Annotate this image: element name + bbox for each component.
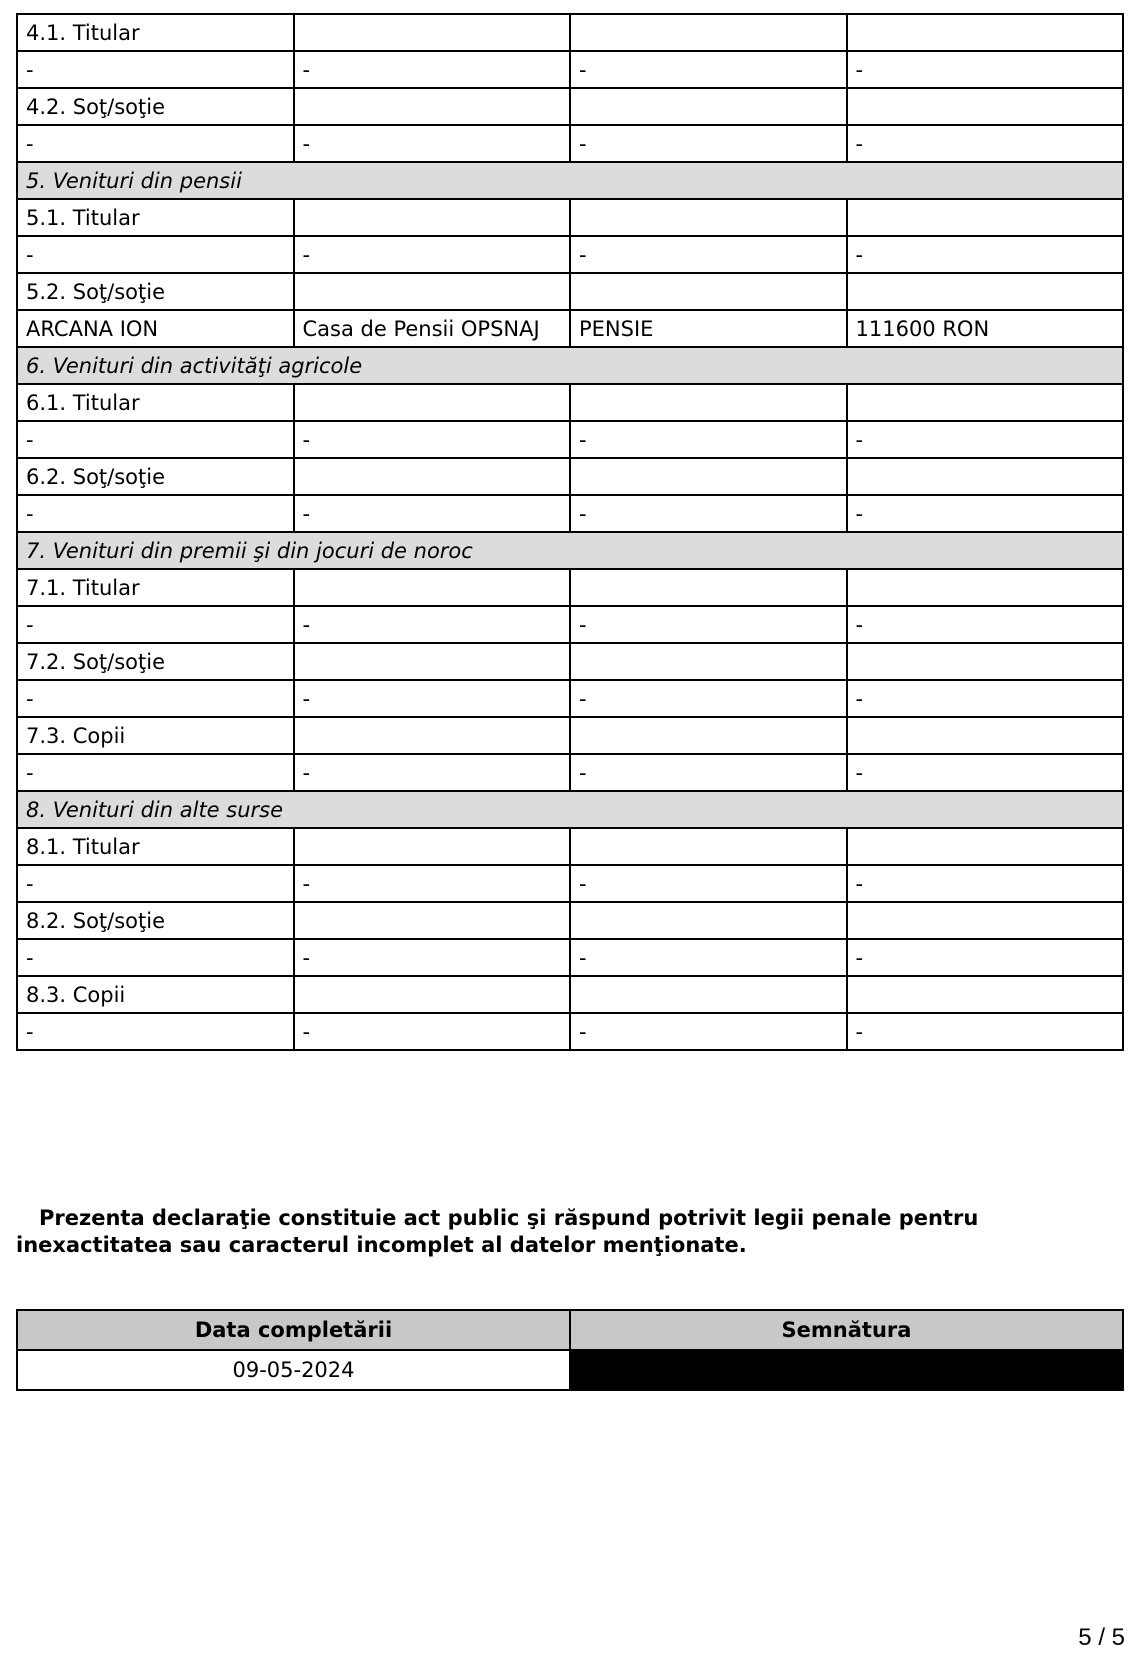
empty-cell: [294, 976, 571, 1013]
subsection-label-row: [17, 273, 1123, 310]
subsection-label-row: [17, 976, 1123, 1013]
section-title: 7. Venituri din premii şi din jocuri de noroc: [17, 532, 1123, 569]
empty-cell: [294, 717, 571, 754]
empty-cell: [847, 717, 1124, 754]
date-header: Data completării: [17, 1310, 570, 1350]
table-cell: -: [570, 606, 847, 643]
table-cell: -: [570, 125, 847, 162]
subsection-label: 7.1. Titular: [17, 569, 294, 606]
table-row: [17, 865, 1123, 902]
table-row: [17, 310, 1123, 347]
subsection-label: 8.2. Soţ/soţie: [17, 902, 294, 939]
table-cell: -: [17, 754, 294, 791]
table-cell: -: [17, 606, 294, 643]
empty-cell: [847, 458, 1124, 495]
table-row: [17, 680, 1123, 717]
subsection-label-row: [17, 384, 1123, 421]
table-cell: -: [294, 680, 571, 717]
table-cell: -: [570, 236, 847, 273]
empty-cell: [570, 273, 847, 310]
section-header-row: [17, 162, 1123, 199]
table-cell: -: [570, 754, 847, 791]
empty-cell: [570, 88, 847, 125]
table-row: [17, 754, 1123, 791]
empty-cell: [847, 199, 1124, 236]
empty-cell: [570, 199, 847, 236]
table-cell: -: [17, 236, 294, 273]
table-cell: -: [17, 125, 294, 162]
subsection-label: 7.2. Soţ/soţie: [17, 643, 294, 680]
income-table: [16, 13, 1124, 1051]
empty-cell: [847, 569, 1124, 606]
table-cell: -: [17, 865, 294, 902]
table-cell: -: [17, 680, 294, 717]
empty-cell: [847, 976, 1124, 1013]
table-cell: ARCANA ION: [17, 310, 294, 347]
redacted-signature: [570, 1350, 1123, 1390]
empty-cell: [570, 976, 847, 1013]
section-title: 8. Venituri din alte surse: [17, 791, 1123, 828]
table-row: [17, 1013, 1123, 1050]
table-row: [17, 495, 1123, 532]
subsection-label: 7.3. Copii: [17, 717, 294, 754]
table-cell: -: [847, 1013, 1124, 1050]
table-cell: -: [17, 51, 294, 88]
table-cell: -: [294, 865, 571, 902]
table-cell: -: [847, 754, 1124, 791]
table-row: [17, 421, 1123, 458]
empty-cell: [570, 643, 847, 680]
subsection-label-row: [17, 643, 1123, 680]
table-cell: -: [294, 51, 571, 88]
table-row: [17, 939, 1123, 976]
table-cell: -: [570, 865, 847, 902]
table-row: [17, 236, 1123, 273]
table-cell: -: [847, 939, 1124, 976]
empty-cell: [294, 643, 571, 680]
table-cell: -: [847, 606, 1124, 643]
table-cell: -: [294, 606, 571, 643]
empty-cell: [570, 384, 847, 421]
table-cell: -: [570, 1013, 847, 1050]
signature-header: Semnătura: [570, 1310, 1123, 1350]
empty-cell: [294, 199, 571, 236]
subsection-label: 5.2. Soţ/soţie: [17, 273, 294, 310]
table-cell: -: [847, 865, 1124, 902]
empty-cell: [847, 14, 1124, 51]
empty-cell: [294, 902, 571, 939]
table-cell: -: [17, 421, 294, 458]
empty-cell: [294, 273, 571, 310]
table-cell: -: [294, 1013, 571, 1050]
empty-cell: [570, 458, 847, 495]
table-cell: -: [294, 236, 571, 273]
table-cell: -: [294, 754, 571, 791]
table-cell: -: [294, 125, 571, 162]
empty-cell: [294, 384, 571, 421]
table-cell: -: [847, 680, 1124, 717]
subsection-label-row: [17, 569, 1123, 606]
subsection-label-row: [17, 458, 1123, 495]
subsection-label: 4.1. Titular: [17, 14, 294, 51]
page-number: 5 / 5: [1078, 1624, 1125, 1651]
subsection-label: 8.3. Copii: [17, 976, 294, 1013]
subsection-label-row: [17, 199, 1123, 236]
table-cell: -: [847, 421, 1124, 458]
subsection-label-row: [17, 828, 1123, 865]
table-cell: -: [570, 939, 847, 976]
table-cell: -: [570, 51, 847, 88]
table-cell: PENSIE: [570, 310, 847, 347]
section-header-row: [17, 532, 1123, 569]
empty-cell: [847, 88, 1124, 125]
table-cell: -: [847, 236, 1124, 273]
empty-cell: [294, 14, 571, 51]
empty-cell: [847, 273, 1124, 310]
subsection-label: 5.1. Titular: [17, 199, 294, 236]
table-cell: -: [570, 421, 847, 458]
subsection-label: 6.1. Titular: [17, 384, 294, 421]
section-header-row: [17, 347, 1123, 384]
subsection-label-row: [17, 717, 1123, 754]
empty-cell: [570, 14, 847, 51]
empty-cell: [294, 828, 571, 865]
signature-header-row: [17, 1310, 1123, 1350]
subsection-label-row: [17, 88, 1123, 125]
empty-cell: [570, 717, 847, 754]
subsection-label: 8.1. Titular: [17, 828, 294, 865]
empty-cell: [570, 828, 847, 865]
empty-cell: [294, 569, 571, 606]
table-cell: -: [847, 495, 1124, 532]
table-cell: -: [294, 939, 571, 976]
section-title: 6. Venituri din activităţi agricole: [17, 347, 1123, 384]
section-header-row: [17, 791, 1123, 828]
empty-cell: [570, 569, 847, 606]
empty-cell: [570, 902, 847, 939]
completion-date: 09-05-2024: [17, 1350, 570, 1390]
table-cell: Casa de Pensii OPSNAJ: [294, 310, 571, 347]
table-cell: -: [294, 495, 571, 532]
table-cell: -: [847, 51, 1124, 88]
table-cell: -: [570, 680, 847, 717]
empty-cell: [294, 88, 571, 125]
empty-cell: [294, 458, 571, 495]
income-table-body: [17, 14, 1123, 1050]
subsection-label: 6.2. Soţ/soţie: [17, 458, 294, 495]
table-row: [17, 125, 1123, 162]
table-row: [17, 606, 1123, 643]
table-cell: -: [17, 1013, 294, 1050]
empty-cell: [847, 828, 1124, 865]
empty-cell: [847, 902, 1124, 939]
declaration-statement: Prezenta declaraţie constituie act public şi răspund potrivit legii penale pentru inexactitatea sau caracterul incomplet al datelor menţionate.: [16, 1206, 979, 1257]
table-row: [17, 51, 1123, 88]
empty-cell: [847, 384, 1124, 421]
subsection-label: 4.2. Soţ/soţie: [17, 88, 294, 125]
table-cell: 111600 RON: [847, 310, 1124, 347]
section-title: 5. Venituri din pensii: [17, 162, 1123, 199]
table-cell: -: [570, 495, 847, 532]
table-cell: -: [17, 939, 294, 976]
table-cell: -: [847, 125, 1124, 162]
signature-table: [16, 1309, 1124, 1391]
empty-cell: [847, 643, 1124, 680]
signature-value-row: [17, 1350, 1123, 1390]
table-cell: -: [17, 495, 294, 532]
subsection-label-row: [17, 902, 1123, 939]
subsection-label-row: [17, 14, 1123, 51]
table-cell: -: [294, 421, 571, 458]
